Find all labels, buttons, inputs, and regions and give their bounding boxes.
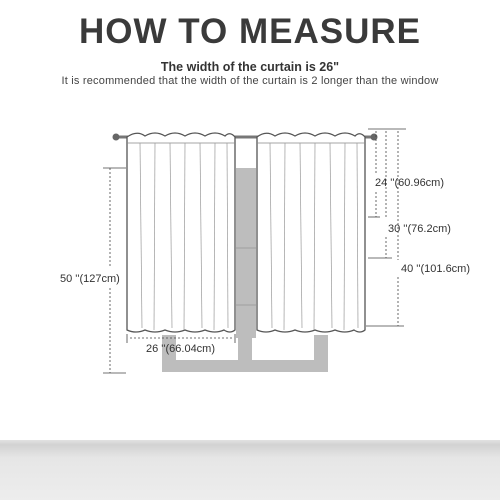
floor-band — [0, 440, 500, 500]
recommendation-note: It is recommended that the width of the curtain is 2 longer than the window — [61, 75, 439, 87]
label-panel-width: 26 ''(66.04cm) — [146, 343, 216, 355]
dimension-total-height — [103, 168, 126, 373]
left-curtain-panel — [127, 133, 235, 332]
label-length-24: 24 ''(60.96cm) — [375, 177, 445, 189]
label-length-40: 40 ''(101.6cm) — [401, 263, 471, 275]
label-total-height: 50 ''(127cm) — [60, 273, 120, 285]
page-title: HOW TO MEASURE — [79, 12, 421, 51]
dimension-panel-width — [127, 334, 235, 343]
label-length-30: 30 ''(76.2cm) — [388, 223, 451, 235]
right-curtain-panel — [257, 133, 365, 332]
curtain-width-note: The width of the curtain is 26" — [160, 60, 340, 74]
